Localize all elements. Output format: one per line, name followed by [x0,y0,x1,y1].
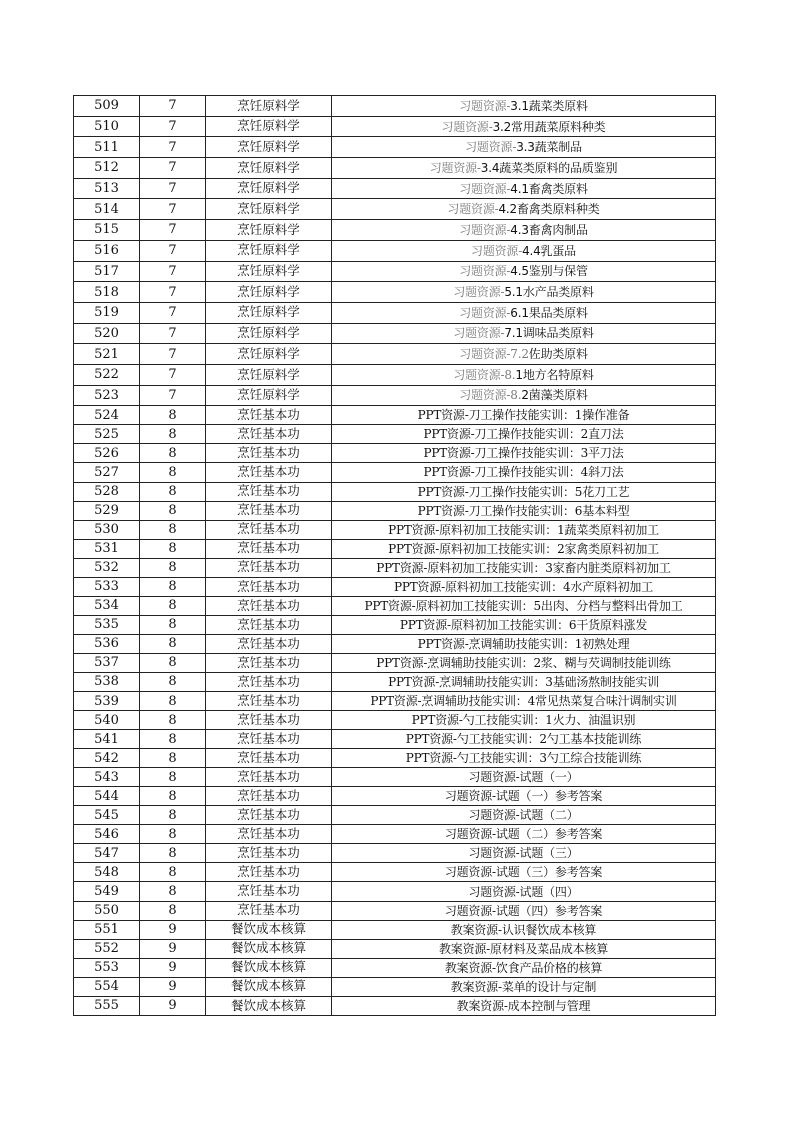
unit-cell: 8 [140,806,206,825]
resource-cell: 习题资源-试题（四） [332,882,716,901]
table-row [74,199,716,220]
course-cell: 烹饪基本功 [206,501,332,520]
resource-cell: PPT资源-原料初加工技能实训：6干货原料涨发 [332,615,716,634]
unit-cell: 8 [140,882,206,901]
resource-title: 4.4乳蛋品 [522,243,576,258]
unit-cell: 8 [140,749,206,768]
table-row [74,444,716,463]
resource-title: 4.1畜禽类原料 [510,181,588,196]
unit-cell: 7 [140,240,206,261]
table-row [74,96,716,117]
row-number-cell: 537 [74,653,140,672]
resource-cell: 教案资源-菜单的设计与定制 [332,977,716,996]
unit-cell: 8 [140,825,206,844]
course-cell: 餐饮成本核算 [206,996,332,1015]
table-row [74,787,716,806]
resource-cell: PPT资源-刀工操作技能实训：4斜刀法 [332,463,716,482]
resource-cell [332,199,716,220]
table-row [74,615,716,634]
course-cell: 烹饪基本功 [206,787,332,806]
resource-cell: PPT资源-原料初加工技能实训：4水产原料初加工 [332,577,716,596]
resource-cell: PPT资源-原料初加工技能实训：2家禽类原料初加工 [332,539,716,558]
resource-cell: PPT资源-原料初加工技能实训：5出肉、分档与整料出骨加工 [332,596,716,615]
resource-prefix: 习题资源- [453,326,505,341]
row-number-cell: 535 [74,615,140,634]
row-number-cell: 539 [74,692,140,711]
table-row [74,463,716,482]
resource-cell: 教案资源-成本控制与管理 [332,996,716,1015]
unit-cell: 9 [140,920,206,939]
table-row [74,261,716,282]
row-number-cell: 532 [74,558,140,577]
table-row [74,520,716,539]
table-row [74,730,716,749]
unit-cell: 9 [140,977,206,996]
course-cell: 烹饪原料学 [206,385,332,406]
course-cell: 烹饪原料学 [206,261,332,282]
table-row [74,901,716,920]
unit-cell: 8 [140,863,206,882]
row-number-cell: 555 [74,996,140,1015]
row-number-cell: 510 [74,116,140,137]
unit-cell: 8 [140,711,206,730]
resource-cell: PPT资源-烹调辅助技能实训：4常见热菜复合味汁调制实训 [332,692,716,711]
unit-cell: 8 [140,558,206,577]
course-cell: 烹饪原料学 [206,302,332,323]
unit-cell: 8 [140,730,206,749]
table-row [74,116,716,137]
resource-title: 1地方名特原料 [515,367,594,382]
course-cell: 餐饮成本核算 [206,977,332,996]
course-cell: 烹饪基本功 [206,558,332,577]
row-number-cell: 552 [74,939,140,958]
row-number-cell: 530 [74,520,140,539]
resource-title: 3.3蔬菜制品 [516,140,582,155]
table-row [74,302,716,323]
unit-cell: 7 [140,96,206,117]
unit-cell: 9 [140,958,206,977]
course-cell: 烹饪基本功 [206,692,332,711]
resource-cell: PPT资源-烹调辅助技能实训：2浆、糊与芡调制技能训练 [332,653,716,672]
row-number-cell: 525 [74,425,140,444]
course-cell: 烹饪原料学 [206,137,332,158]
table-row [74,939,716,958]
table-row [74,806,716,825]
resource-title: 4.3畜禽肉制品 [510,222,588,237]
table-row [74,768,716,787]
table-row [74,501,716,520]
course-cell: 烹饪基本功 [206,444,332,463]
resource-cell [332,364,716,385]
resource-cell: 教案资源-认识餐饮成本核算 [332,920,716,939]
unit-cell: 7 [140,282,206,303]
resource-cell [332,220,716,241]
row-number-cell: 541 [74,730,140,749]
unit-cell: 8 [140,672,206,691]
course-cell: 餐饮成本核算 [206,920,332,939]
row-number-cell: 518 [74,282,140,303]
resource-cell [332,302,716,323]
row-number-cell: 543 [74,768,140,787]
table-row [74,364,716,385]
unit-cell: 8 [140,425,206,444]
resource-title: 5.1水产品类原料 [504,285,594,300]
resource-title: 2菌藻类原料 [521,388,588,403]
course-cell: 烹饪原料学 [206,116,332,137]
course-cell: 烹饪基本功 [206,615,332,634]
resource-title: 3.4蔬菜类原料的品质鉴别 [480,160,618,175]
table-row [74,344,716,365]
course-cell: 烹饪基本功 [206,577,332,596]
course-cell: 烹饪基本功 [206,730,332,749]
unit-cell: 7 [140,302,206,323]
resource-cell: PPT资源-勺工技能实训：3勺工综合技能训练 [332,749,716,768]
row-number-cell: 528 [74,482,140,501]
resource-cell: PPT资源-勺工技能实训：1火力、油温识别 [332,711,716,730]
resource-title: 4.2畜禽类原料种类 [498,202,600,217]
unit-cell: 7 [140,385,206,406]
resource-prefix: 习题资源- [465,140,517,155]
row-number-cell: 522 [74,364,140,385]
resource-title: 3.1蔬菜类原料 [510,98,588,113]
unit-cell: 8 [140,768,206,787]
unit-cell: 8 [140,444,206,463]
row-number-cell: 548 [74,863,140,882]
course-cell: 烹饪基本功 [206,596,332,615]
resource-cell: PPT资源-刀工操作技能实训：1操作准备 [332,406,716,425]
resource-title: 7.1调味品类原料 [504,326,594,341]
resource-prefix: 习题资源-7.2 [459,347,529,362]
unit-cell: 7 [140,364,206,385]
unit-cell: 8 [140,463,206,482]
row-number-cell: 551 [74,920,140,939]
table-row [74,977,716,996]
row-number-cell: 533 [74,577,140,596]
table-row [74,634,716,653]
unit-cell: 8 [140,539,206,558]
resource-cell: 教案资源-饮食产品价格的核算 [332,958,716,977]
unit-cell: 9 [140,996,206,1015]
row-number-cell: 531 [74,539,140,558]
table-row [74,385,716,406]
row-number-cell: 513 [74,178,140,199]
row-number-cell: 553 [74,958,140,977]
course-cell: 烹饪基本功 [206,539,332,558]
course-cell: 烹饪基本功 [206,672,332,691]
row-number-cell: 526 [74,444,140,463]
resource-cell: 习题资源-试题（三） [332,844,716,863]
table-row [74,825,716,844]
table-row [74,220,716,241]
table-row [74,749,716,768]
table-row [74,653,716,672]
table-row [74,882,716,901]
resource-cell: PPT资源-刀工操作技能实训：2直刀法 [332,425,716,444]
table-row [74,158,716,179]
resource-title: 4.5鉴别与保管 [510,264,588,279]
resource-cell: 习题资源-试题（三）参考答案 [332,863,716,882]
unit-cell: 8 [140,596,206,615]
resource-cell: PPT资源-勺工技能实训：2勺工基本技能训练 [332,730,716,749]
resource-cell: PPT资源-刀工操作技能实训：6基本料型 [332,501,716,520]
resource-title: 3.2常用蔬菜原料种类 [492,119,606,134]
table-row [74,596,716,615]
resource-prefix: 习题资源- [471,243,523,258]
resource-prefix: 习题资源-8. [459,388,522,403]
unit-cell: 8 [140,787,206,806]
row-number-cell: 511 [74,137,140,158]
resource-cell: 教案资源-原材料及菜品成本核算 [332,939,716,958]
row-number-cell: 554 [74,977,140,996]
resource-cell [332,385,716,406]
course-cell: 烹饪基本功 [206,806,332,825]
resource-prefix: 习题资源- [447,202,499,217]
row-number-cell: 544 [74,787,140,806]
unit-cell: 8 [140,482,206,501]
unit-cell: 9 [140,939,206,958]
row-number-cell: 516 [74,240,140,261]
table-row [74,539,716,558]
resource-title: 6.1果品类原料 [510,305,588,320]
row-number-cell: 519 [74,302,140,323]
unit-cell: 7 [140,199,206,220]
row-number-cell: 534 [74,596,140,615]
table-row [74,920,716,939]
resource-cell [332,158,716,179]
unit-cell: 8 [140,844,206,863]
row-number-cell: 514 [74,199,140,220]
resource-prefix: 习题资源- [459,305,511,320]
unit-cell: 7 [140,116,206,137]
course-cell: 烹饪基本功 [206,768,332,787]
unit-cell: 7 [140,261,206,282]
course-cell: 烹饪基本功 [206,711,332,730]
course-cell: 烹饪原料学 [206,344,332,365]
table-row [74,482,716,501]
resource-table [73,95,716,1016]
resource-cell [332,261,716,282]
resource-prefix: 习题资源- [459,264,511,279]
table-row [74,672,716,691]
table-row [74,406,716,425]
resource-cell: PPT资源-原料初加工技能实训：1蔬菜类原料初加工 [332,520,716,539]
resource-cell [332,344,716,365]
resource-prefix: 习题资源- [459,98,511,113]
row-number-cell: 546 [74,825,140,844]
row-number-cell: 540 [74,711,140,730]
unit-cell: 8 [140,406,206,425]
table-row [74,282,716,303]
unit-cell: 7 [140,220,206,241]
resource-cell: 习题资源-试题（一） [332,768,716,787]
row-number-cell: 512 [74,158,140,179]
resource-title: 佐助类原料 [528,347,588,362]
table-row [74,577,716,596]
table-row [74,323,716,344]
course-cell: 烹饪原料学 [206,178,332,199]
resource-prefix: 习题资源- [441,119,493,134]
row-number-cell: 550 [74,901,140,920]
course-cell: 烹饪基本功 [206,749,332,768]
table-row [74,996,716,1015]
unit-cell: 8 [140,577,206,596]
course-cell: 烹饪基本功 [206,825,332,844]
resource-cell: PPT资源-烹调辅助技能实训：3基础汤熬制技能实训 [332,672,716,691]
unit-cell: 8 [140,520,206,539]
table-row [74,240,716,261]
course-cell: 烹饪基本功 [206,406,332,425]
course-cell: 餐饮成本核算 [206,958,332,977]
row-number-cell: 536 [74,634,140,653]
course-cell: 烹饪原料学 [206,199,332,220]
row-number-cell: 542 [74,749,140,768]
course-cell: 烹饪基本功 [206,634,332,653]
course-cell: 烹饪原料学 [206,323,332,344]
course-cell: 烹饪基本功 [206,463,332,482]
resource-cell: PPT资源-烹调辅助技能实训：1初熟处理 [332,634,716,653]
row-number-cell: 547 [74,844,140,863]
course-cell: 烹饪原料学 [206,240,332,261]
course-cell: 烹饪基本功 [206,901,332,920]
table-row [74,844,716,863]
row-number-cell: 538 [74,672,140,691]
table-row [74,558,716,577]
resource-cell [332,96,716,117]
course-cell: 烹饪基本功 [206,882,332,901]
table-row [74,137,716,158]
course-cell: 烹饪基本功 [206,425,332,444]
row-number-cell: 529 [74,501,140,520]
resource-table-body [74,96,716,1016]
unit-cell: 8 [140,692,206,711]
table-row [74,425,716,444]
resource-cell [332,178,716,199]
unit-cell: 8 [140,615,206,634]
row-number-cell: 549 [74,882,140,901]
resource-cell: 习题资源-试题（四）参考答案 [332,901,716,920]
course-cell: 烹饪基本功 [206,520,332,539]
unit-cell: 7 [140,344,206,365]
table-row [74,711,716,730]
resource-prefix: 习题资源-8. [453,367,516,382]
course-cell: 烹饪原料学 [206,364,332,385]
course-cell: 餐饮成本核算 [206,939,332,958]
unit-cell: 8 [140,901,206,920]
course-cell: 烹饪基本功 [206,844,332,863]
resource-prefix: 习题资源- [429,160,481,175]
unit-cell: 7 [140,178,206,199]
row-number-cell: 520 [74,323,140,344]
unit-cell: 8 [140,634,206,653]
resource-prefix: 习题资源- [453,285,505,300]
unit-cell: 8 [140,653,206,672]
course-cell: 烹饪原料学 [206,282,332,303]
resource-cell: 习题资源-试题（二） [332,806,716,825]
resource-cell [332,240,716,261]
unit-cell: 7 [140,158,206,179]
row-number-cell: 521 [74,344,140,365]
resource-cell [332,116,716,137]
table-row [74,958,716,977]
resource-cell: PPT资源-刀工操作技能实训：3平刀法 [332,444,716,463]
row-number-cell: 524 [74,406,140,425]
course-cell: 烹饪基本功 [206,653,332,672]
course-cell: 烹饪原料学 [206,96,332,117]
row-number-cell: 517 [74,261,140,282]
row-number-cell: 527 [74,463,140,482]
course-cell: 烹饪基本功 [206,482,332,501]
resource-prefix: 习题资源- [459,181,511,196]
course-cell: 烹饪基本功 [206,863,332,882]
row-number-cell: 515 [74,220,140,241]
course-cell: 烹饪原料学 [206,220,332,241]
course-cell: 烹饪原料学 [206,158,332,179]
table-row [74,692,716,711]
row-number-cell: 509 [74,96,140,117]
row-number-cell: 523 [74,385,140,406]
resource-cell [332,282,716,303]
unit-cell: 7 [140,323,206,344]
resource-cell: 习题资源-试题（二）参考答案 [332,825,716,844]
unit-cell: 8 [140,501,206,520]
table-row [74,178,716,199]
resource-cell: PPT资源-原料初加工技能实训：3家畜内脏类原料初加工 [332,558,716,577]
resource-prefix: 习题资源- [459,222,511,237]
resource-cell [332,323,716,344]
resource-cell [332,137,716,158]
row-number-cell: 545 [74,806,140,825]
table-row [74,863,716,882]
resource-cell: PPT资源-刀工操作技能实训：5花刀工艺 [332,482,716,501]
resource-cell: 习题资源-试题（一）参考答案 [332,787,716,806]
unit-cell: 7 [140,137,206,158]
